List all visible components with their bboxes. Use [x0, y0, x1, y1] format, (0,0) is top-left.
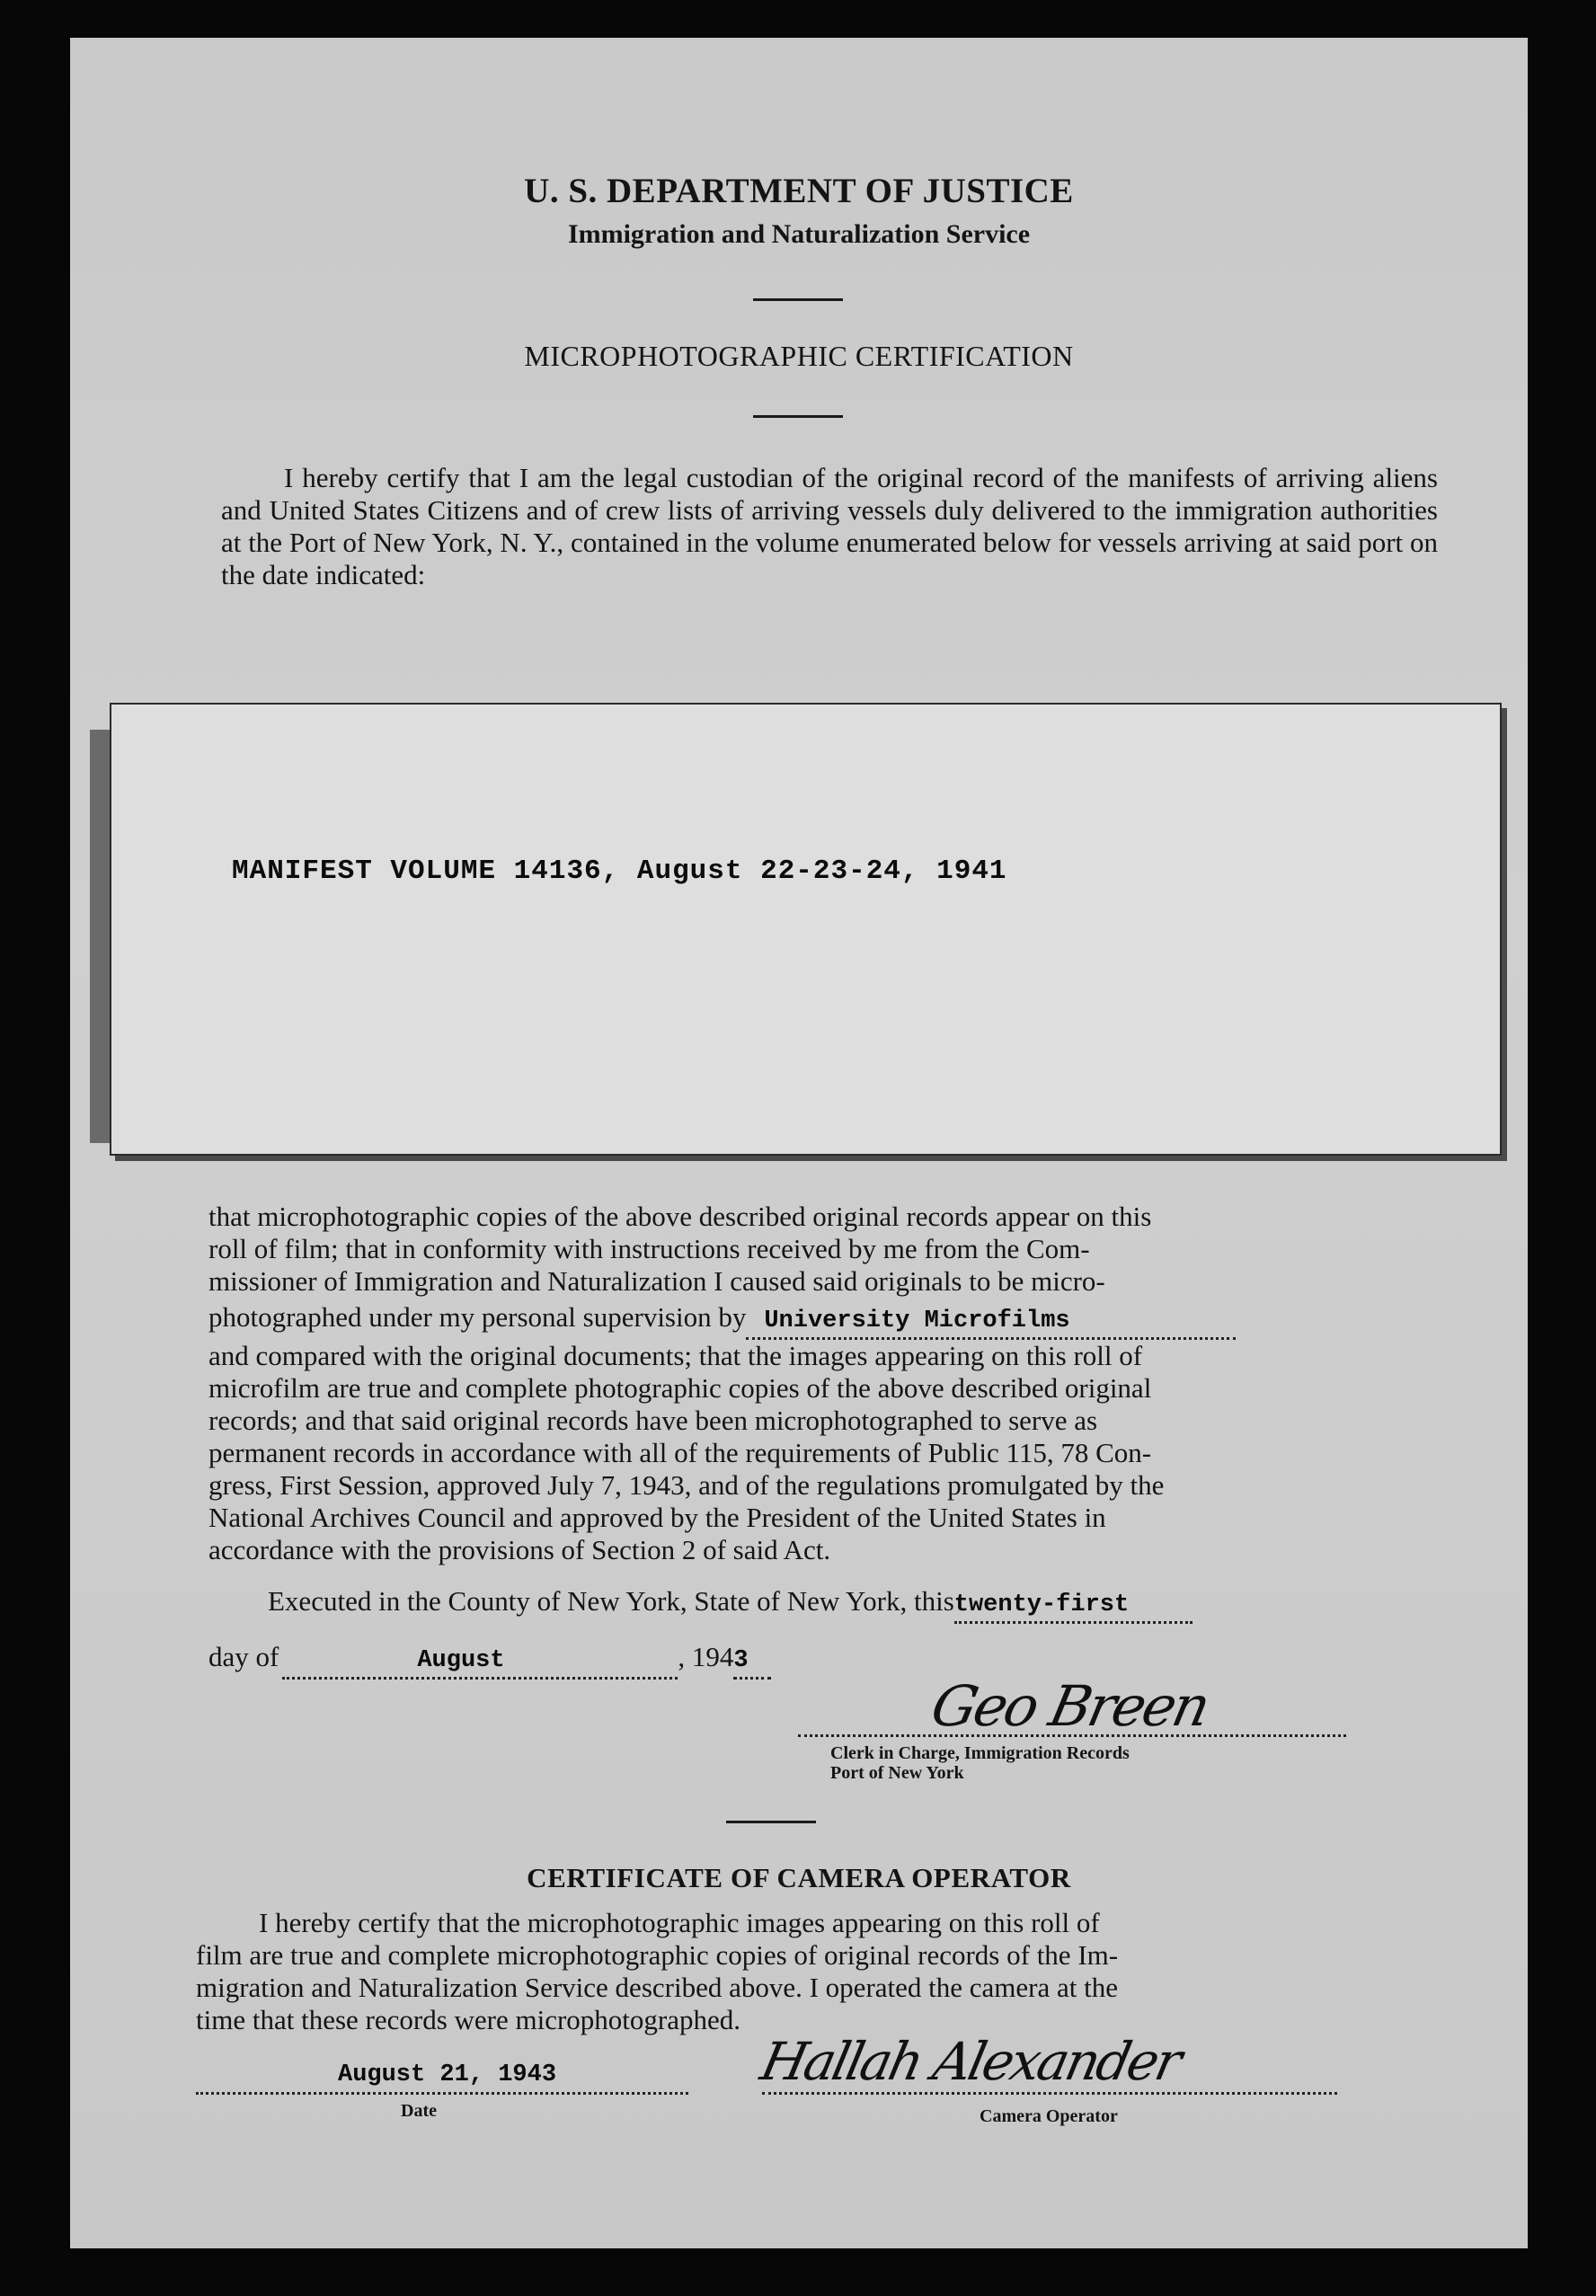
month-value: August: [417, 1647, 505, 1674]
year-field: [733, 1641, 771, 1680]
body-line: accordance with the provisions of Section 2 of said Act.: [208, 1534, 831, 1565]
clerk-signature-line: [798, 1734, 1346, 1737]
body-line: microfilm are true and complete photographic copies of the above described original: [208, 1372, 1152, 1404]
clerk-title-line: Port of New York: [830, 1763, 964, 1783]
photographer-value: University Microfilms: [764, 1308, 1070, 1334]
operator-date-value: August 21, 1943: [338, 2061, 557, 2088]
divider: [753, 298, 843, 301]
certification-body: [208, 1201, 1427, 1566]
divider: [726, 1821, 816, 1823]
manifest-volume-entry: MANIFEST VOLUME 14136, August 22-23-24, 1941: [232, 855, 1007, 887]
operator-paragraph: [196, 1907, 1414, 2036]
body-line-text: photographed under my personal supervision by: [208, 1301, 747, 1333]
clerk-title: [830, 1743, 1130, 1783]
operator-section-title: CERTIFICATE OF CAMERA OPERATOR: [527, 1862, 1071, 1893]
department-heading: U. S. DEPARTMENT OF JUSTICE: [524, 172, 1074, 210]
operator-line: I hereby certify that the microphotographic images appearing on this roll of: [259, 1907, 1100, 1938]
form-title: MICROPHOTOGRAPHIC CERTIFICATION: [524, 340, 1074, 372]
month-line: [208, 1641, 771, 1680]
body-line: permanent records in accordance with all of the requirements of Public 115, 78 Con-: [208, 1437, 1152, 1468]
operator-line: film are true and complete microphotographic copies of original records of the Im-: [196, 1939, 1119, 1971]
certificate-sheet: [70, 38, 1528, 2248]
photographer-field: [746, 1301, 1236, 1340]
body-line: records; and that said original records have been microphotographed to serve as: [208, 1405, 1098, 1436]
body-line: gress, First Session, approved July 7, 1943, and of the regulations promulgated by the: [208, 1469, 1165, 1501]
service-subheading: Immigration and Naturalization Service: [567, 219, 1031, 249]
day-of-label: day of: [208, 1641, 279, 1672]
manifest-slip: [110, 703, 1502, 1156]
month-field: [282, 1641, 678, 1680]
operator-line: migration and Naturalization Service described above. I operated the camera at the: [196, 1972, 1118, 2003]
date-line: [196, 2092, 688, 2095]
year-digit: 3: [733, 1647, 749, 1674]
operator-signature: Hallah Alexander: [755, 2031, 1185, 2092]
operator-label: Camera Operator: [980, 2106, 1118, 2126]
year-prefix: , 194: [678, 1641, 734, 1672]
execution-text: Executed in the County of New York, State of New York, this: [268, 1585, 954, 1617]
body-line: roll of film; that in conformity with instructions received by me from the Com-: [208, 1233, 1090, 1264]
body-line: [208, 1301, 1427, 1340]
body-line: missioner of Immigration and Naturalization I caused said originals to be micro-: [208, 1265, 1105, 1297]
body-line: and compared with the original documents; that the images appearing on this roll of: [208, 1340, 1143, 1371]
clerk-title-line: Clerk in Charge, Immigration Records: [830, 1743, 1130, 1763]
day-value: twenty-first: [953, 1591, 1130, 1618]
clerk-signature: Geo Breen: [926, 1673, 1214, 1739]
divider: [753, 415, 843, 418]
operator-signature-line: [762, 2092, 1337, 2095]
body-line: that microphotographic copies of the above described original records appear on this: [208, 1201, 1152, 1232]
execution-line: [268, 1585, 1193, 1624]
day-field: [954, 1585, 1193, 1624]
operator-line: time that these records were microphotographed.: [196, 2004, 740, 2035]
intro-paragraph: I hereby certify that I am the legal custodian of the original record of the manifests of arriving aliens and United States Citizens and of crew lists of arriving vessels duly delivered to the immigration authorities at the Port of New York, N. Y., contained in the volume enumerated below for vessels arriving at said port on the date indicated:: [221, 462, 1438, 590]
body-line: National Archives Council and approved by the President of the United States in: [208, 1502, 1106, 1533]
date-label: Date: [401, 2101, 437, 2121]
